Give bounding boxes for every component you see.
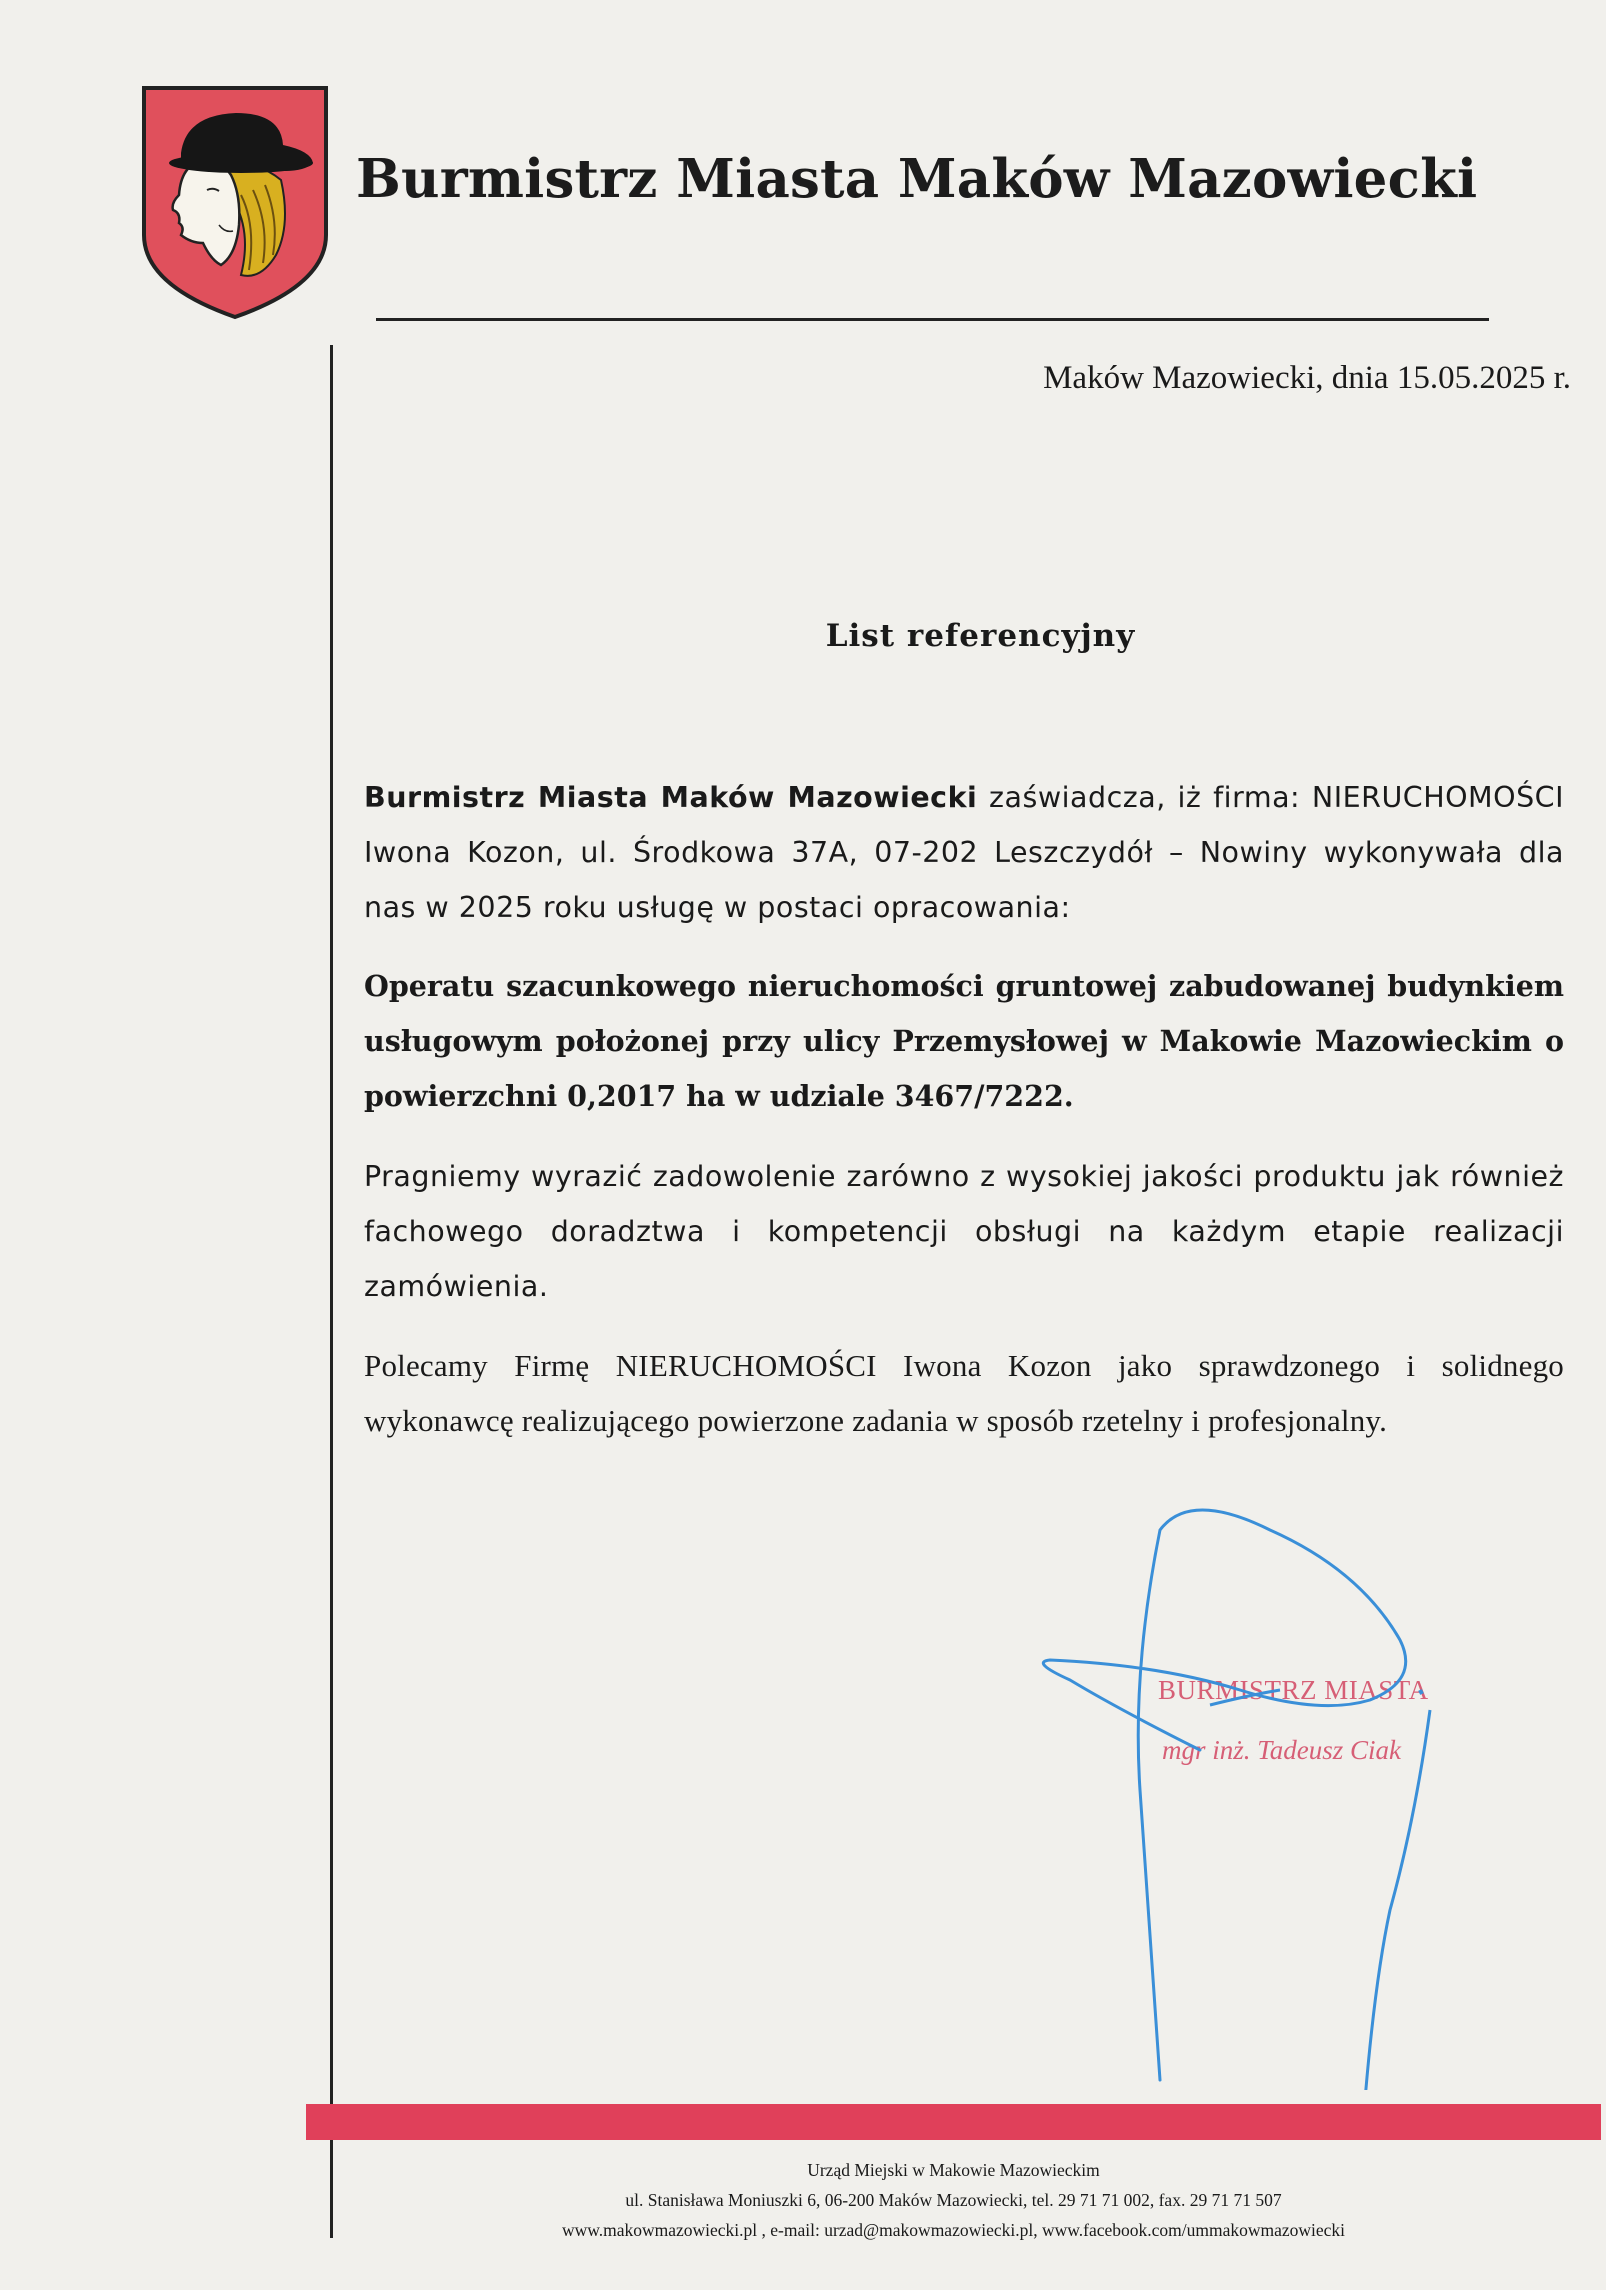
footer <box>306 2155 1601 2245</box>
paragraph-text: zaświadcza, iż firma: NIERUCHOMOŚCI <box>977 781 1564 814</box>
paragraph-line: zamówienia. <box>364 1270 549 1303</box>
footer-office: Urząd Miejski w Makowie Mazowieckim <box>807 2160 1100 2180</box>
coat-of-arms-icon <box>141 85 329 320</box>
paragraph-line: Operatu szacunkowego nieruchomości gruntowej zabudowanej budynkiem <box>364 969 1564 1003</box>
paragraph-line: Polecamy Firmę NIERUCHOMOŚCI Iwona Kozon jako sprawdzonego i solidnego <box>364 1348 1564 1383</box>
margin-divider <box>330 345 333 2238</box>
paragraph-certification <box>364 770 1564 935</box>
handwritten-signature <box>1020 1490 1490 2090</box>
stamp-title: BURMISTRZ MIASTA <box>1158 1675 1429 1705</box>
footer-address: ul. Stanisława Moniuszki 6, 06-200 Maków Mazowiecki, tel. 29 71 71 002, fax. 29 71 71 507 <box>625 2190 1282 2210</box>
paragraph-line: Pragniemy wyrazić zadowolenie zarówno z wysokiej jakości produktu jak również <box>364 1160 1564 1193</box>
document-title: List referencyjny <box>825 618 1136 654</box>
paragraph-line: Iwona Kozon, ul. Środkowa 37A, 07-202 Leszczydół – Nowiny wykonywała dla <box>364 836 1564 869</box>
issuer-name: Burmistrz Miasta Maków Mazowiecki <box>364 781 978 814</box>
stamp-name: mgr inż. Tadeusz Ciak <box>1162 1735 1402 1765</box>
paragraph-line: wykonawcę realizującego powierzone zadania w sposób rzetelny i profesjonalny. <box>364 1403 1388 1438</box>
date-line: Maków Mazowiecki, dnia 15.05.2025 r. <box>1043 360 1571 396</box>
paragraph-line: powierzchni 0,2017 ha w udziale 3467/7222. <box>364 1079 1074 1113</box>
paragraph-line: nas w 2025 roku usługę w postaci opracowania: <box>364 891 1071 924</box>
footer-accent-band <box>306 2104 1601 2140</box>
header-divider <box>376 318 1489 321</box>
organization-title: Burmistrz Miasta Maków Mazowiecki <box>356 148 1478 210</box>
paragraph-line: usługowym położonej przy ulicy Przemysłowej w Makowie Mazowieckim o <box>364 1024 1564 1058</box>
paragraph-line: fachowego doradztwa i kompetencji obsługi na każdym etapie realizacji <box>364 1215 1564 1248</box>
paragraph-recommendation <box>364 1338 1564 1448</box>
paragraph-service-description <box>364 959 1564 1124</box>
paragraph-line <box>364 770 1564 825</box>
paragraph-satisfaction <box>364 1149 1564 1314</box>
footer-web: www.makowmazowiecki.pl , e-mail: urzad@makowmazowiecki.pl, www.facebook.com/ummakowmazowiecki <box>561 2220 1346 2240</box>
